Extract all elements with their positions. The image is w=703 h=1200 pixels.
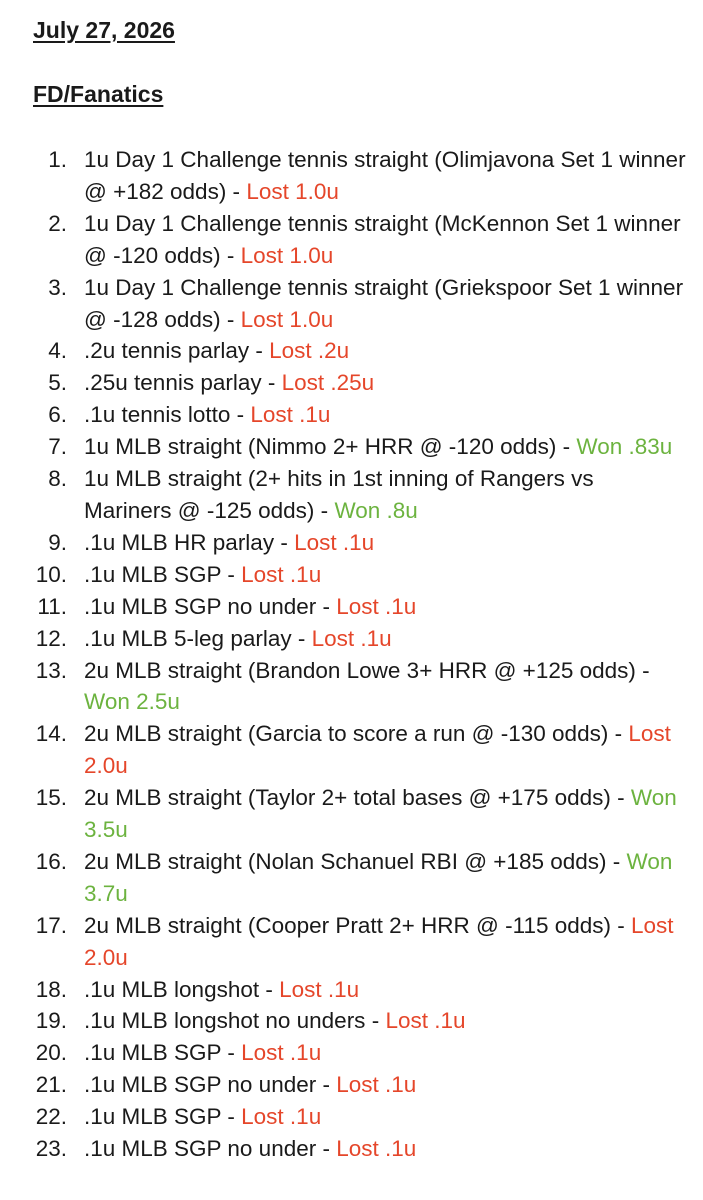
bet-description: 2u MLB straight (Nolan Schanuel RBI @ +185 odds) - bbox=[84, 848, 627, 874]
bet-item bbox=[0, 144, 703, 208]
bet-number: 5. bbox=[48, 370, 67, 396]
bet-description: .1u MLB longshot - bbox=[84, 976, 280, 1002]
bet-result-lost: Lost .1u bbox=[311, 625, 392, 651]
bet-description: 2u MLB straight (Garcia to score a run @ -130 odds) - bbox=[84, 721, 629, 747]
bet-number: 15. bbox=[35, 785, 67, 811]
date-heading: July 27, 2026 bbox=[33, 17, 175, 43]
bet-result-lost: Lost .1u bbox=[241, 561, 322, 587]
bet-result-lost: Lost .25u bbox=[281, 370, 375, 396]
bet-item bbox=[0, 399, 703, 431]
bet-item bbox=[0, 974, 703, 1006]
bet-description: 1u MLB straight (Nimmo 2+ HRR @ -120 odds) - bbox=[84, 434, 577, 460]
bet-result-lost: Lost .2u bbox=[269, 338, 350, 364]
bet-description: 2u MLB straight (Cooper Pratt 2+ HRR @ -115 odds) - bbox=[84, 912, 632, 938]
bet-item bbox=[0, 208, 703, 272]
bet-number: 7. bbox=[48, 434, 67, 460]
bet-description: .1u MLB SGP - bbox=[84, 1040, 242, 1066]
bet-number: 14. bbox=[35, 721, 67, 747]
bet-description: .1u MLB longshot no unders - bbox=[84, 1008, 386, 1034]
bet-list bbox=[0, 144, 703, 1165]
bet-number: 1. bbox=[48, 147, 67, 172]
bet-item bbox=[0, 431, 703, 463]
bet-description: .1u tennis lotto - bbox=[84, 402, 251, 428]
bet-number: 20. bbox=[35, 1040, 67, 1066]
bet-number: 4. bbox=[48, 338, 67, 364]
bet-item bbox=[0, 1133, 703, 1165]
sportsbook-heading: FD/Fanatics bbox=[33, 81, 164, 107]
bet-number: 6. bbox=[48, 402, 67, 428]
bet-item bbox=[0, 1101, 703, 1133]
bet-number: 10. bbox=[35, 561, 67, 587]
bet-result-lost: Lost .1u bbox=[294, 529, 375, 555]
bet-result-won: Won .8u bbox=[334, 497, 418, 523]
bet-number: 21. bbox=[35, 1072, 67, 1098]
bet-number: 11. bbox=[37, 593, 67, 619]
bet-number: 2. bbox=[48, 210, 67, 236]
bet-number: 23. bbox=[35, 1136, 67, 1162]
bet-description: 1u Day 1 Challenge tennis straight (Griekspoor Set 1 winner @ -128 odds) - bbox=[84, 274, 684, 332]
bet-result-lost: Lost .1u bbox=[241, 1040, 322, 1066]
bet-description: .1u MLB SGP no under - bbox=[84, 1136, 337, 1162]
bet-result-lost: Lost .1u bbox=[385, 1008, 466, 1034]
bet-description: 1u MLB straight (2+ hits in 1st inning of Rangers vs Mariners @ -125 odds) - bbox=[84, 466, 594, 523]
bet-description: .1u MLB SGP no under - bbox=[84, 1072, 337, 1098]
bet-description: .1u MLB HR parlay - bbox=[84, 529, 295, 555]
bet-item bbox=[0, 1037, 703, 1069]
bet-result-lost: Lost .1u bbox=[336, 1136, 417, 1162]
bet-item bbox=[0, 1069, 703, 1101]
bet-number: 8. bbox=[48, 466, 67, 492]
bet-result-lost: Lost 1.0u bbox=[240, 306, 334, 332]
bet-item bbox=[0, 655, 703, 719]
bet-description: 2u MLB straight (Taylor 2+ total bases @ +175 odds) - bbox=[84, 785, 631, 811]
bet-result-lost: Lost .1u bbox=[250, 402, 331, 428]
bet-item bbox=[0, 846, 703, 910]
bet-number: 22. bbox=[35, 1104, 67, 1130]
bet-result-lost: Lost .1u bbox=[279, 976, 360, 1002]
bet-result-lost: Lost .1u bbox=[241, 1104, 322, 1130]
bet-item bbox=[0, 910, 703, 974]
bet-item bbox=[0, 527, 703, 559]
bet-number: 19. bbox=[35, 1008, 67, 1034]
bet-item bbox=[0, 623, 703, 655]
bet-result-won: Won 3.5u bbox=[84, 785, 677, 843]
bet-number: 17. bbox=[35, 912, 67, 938]
bet-description: 1u Day 1 Challenge tennis straight (McKennon Set 1 winner @ -120 odds) - bbox=[84, 210, 681, 268]
bet-description: .2u tennis parlay - bbox=[84, 338, 270, 364]
bet-item bbox=[0, 463, 703, 527]
bet-result-lost: Lost 1.0u bbox=[246, 178, 339, 204]
bet-item bbox=[0, 1005, 703, 1037]
bet-description: .1u MLB SGP - bbox=[84, 1104, 242, 1130]
bet-result-lost: Lost 1.0u bbox=[240, 242, 334, 268]
bet-number: 9. bbox=[48, 529, 67, 555]
bet-description: .25u tennis parlay - bbox=[84, 370, 282, 396]
bet-result-lost: Lost 2.0u bbox=[84, 912, 674, 970]
bet-result-lost: Lost 2.0u bbox=[84, 721, 671, 779]
bet-number: 16. bbox=[35, 848, 67, 874]
bet-item bbox=[0, 335, 703, 367]
bet-item bbox=[0, 272, 703, 336]
bet-item bbox=[0, 367, 703, 399]
bet-number: 13. bbox=[35, 657, 67, 683]
bet-description: 1u Day 1 Challenge tennis straight (Olimjavona Set 1 winner @ +182 odds) - bbox=[84, 147, 686, 204]
bet-description: .1u MLB 5-leg parlay - bbox=[84, 625, 312, 651]
bet-result-won: Won .83u bbox=[576, 434, 673, 460]
bet-number: 3. bbox=[48, 274, 67, 300]
bet-description: .1u MLB SGP no under - bbox=[84, 593, 337, 619]
bet-item bbox=[0, 559, 703, 591]
bet-result-won: Won 3.7u bbox=[84, 848, 673, 906]
bet-result-lost: Lost .1u bbox=[336, 1072, 417, 1098]
bet-result-lost: Lost .1u bbox=[336, 593, 417, 619]
bet-number: 12. bbox=[35, 625, 67, 651]
bet-item bbox=[0, 782, 703, 846]
bet-description: .1u MLB SGP - bbox=[84, 561, 242, 587]
bet-item bbox=[0, 591, 703, 623]
bet-description: 2u MLB straight (Brandon Lowe 3+ HRR @ +125 odds) - bbox=[84, 657, 650, 683]
bet-result-won: Won 2.5u bbox=[84, 689, 180, 715]
bet-number: 18. bbox=[35, 976, 67, 1002]
bet-item bbox=[0, 718, 703, 782]
